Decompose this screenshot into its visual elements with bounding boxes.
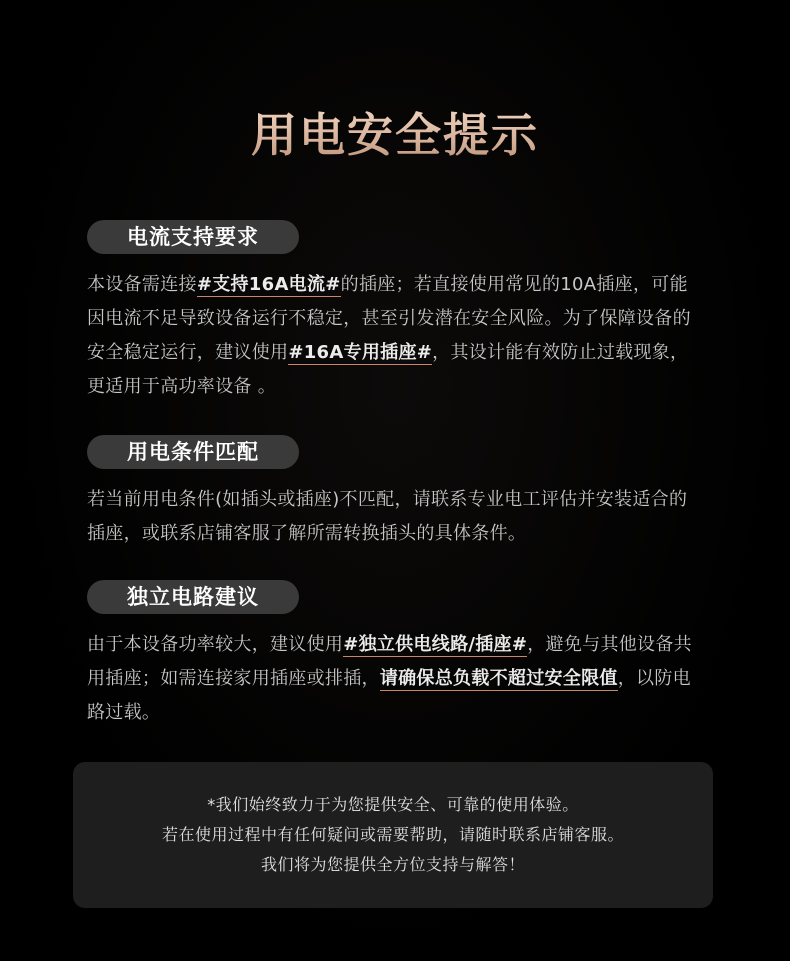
section-paragraph [87, 268, 702, 404]
highlight-16a-socket: #16A专用插座# [288, 342, 433, 363]
highlight-load-limit: 请确保总负载不超过安全限值 [379, 668, 618, 689]
paragraph-text: ，避免与其他设备共用插座；如需连接家用插座或排插， [87, 634, 692, 689]
section-independent-circuit [87, 580, 702, 730]
paragraph-text: 由于本设备功率较大，建议使用 [87, 634, 344, 655]
section-paragraph [87, 628, 702, 730]
notice-line: 若在使用过程中有任何疑问或需要帮助，请随时联系店铺客服。 [161, 825, 624, 844]
section-heading-pill: 独立电路建议 [87, 580, 299, 614]
notice-box [73, 762, 713, 908]
notice-line: 我们将为您提供全方位支持与解答！ [260, 855, 525, 874]
paragraph-text: 本设备需连接 [87, 274, 197, 295]
page-title: 用电安全提示 [0, 100, 790, 170]
paragraph-text: ，以防电路过载。 [87, 668, 691, 723]
section-heading-pill: 电流支持要求 [87, 220, 299, 254]
section-paragraph: 若当前用电条件(如插头或插座)不匹配，请联系专业电工评估并安装适合的插座，或联系店铺客服了解所需转换插头的具体条件。 [87, 489, 688, 544]
section-current-requirement [87, 220, 702, 404]
highlight-16a-current: #支持16A电流# [196, 274, 341, 295]
notice-line: *我们始终致力于为您提供安全、可靠的使用体验。 [207, 795, 579, 814]
paragraph-text: ，其设计能有效防止过载现象，更适用于高功率设备 。 [87, 342, 689, 397]
section-power-matching [87, 435, 702, 551]
section-heading-pill: 用电条件匹配 [87, 435, 299, 469]
highlight-independent-line: #独立供电线路/插座# [343, 634, 528, 655]
paragraph-text: 的插座；若直接使用常见的10A插座，可能因电流不足导致设备运行不稳定，甚至引发潜在安全风险。为了保障设备的安全稳定运行，建议使用 [87, 274, 691, 363]
